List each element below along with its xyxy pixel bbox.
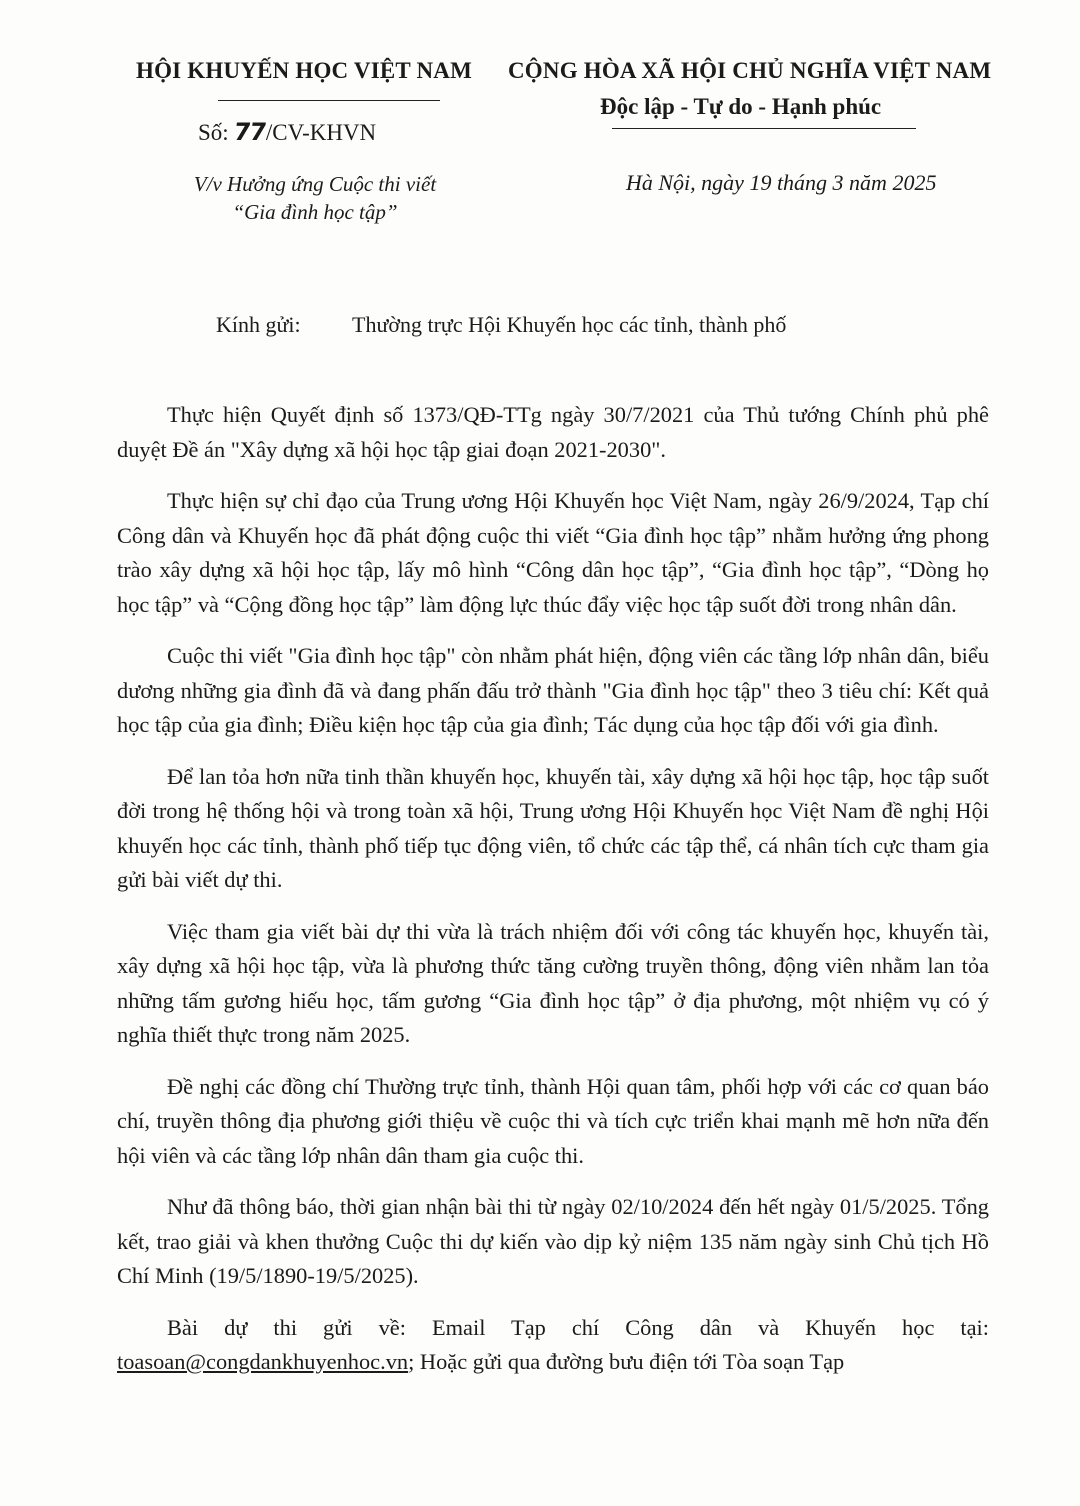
body-paragraph-7: Như đã thông báo, thời gian nhận bài thi từ ngày 02/10/2024 đến hết ngày 01/5/2025. Tổng kết, trao giải và khen thưởng Cuộc thi dự kiến vào dịp kỷ niệm 135 năm ngày sinh Chủ tịch Hồ Chí Minh (19/5/1890-19/5/2025). <box>117 1194 989 1288</box>
recipient-line <box>216 312 786 338</box>
body-paragraph-3: Cuộc thi viết "Gia đình học tập" còn nhằm phát hiện, động viên các tầng lớp nhân dân, biểu dương những gia đình đã và đang phấn đấu trở thành "Gia đình học tập" theo 3 tiêu chí: Kết quả học tập của gia đình; Điều kiện học tập của gia đình; Tác dụng của học tập đối với gia đình. <box>117 643 989 737</box>
subject-line-1: V/v Hưởng ứng Cuộc thi viết <box>193 172 437 196</box>
body-paragraph-1: Thực hiện Quyết định số 1373/QĐ-TTg ngày 30/7/2021 của Thủ tướng Chính phủ phê duyệt Đề án "Xây dựng xã hội học tập giai đoạn 2021-2030". <box>117 402 989 462</box>
subject-block <box>150 170 480 226</box>
republic-title: CỘNG HÒA XÃ HỘI CHỦ NGHĨA VIỆT NAM <box>508 58 992 83</box>
document-number <box>198 118 376 146</box>
document-number-suffix: /CV-KHVN <box>265 120 377 145</box>
submission-text: Bài dự thi gửi về: Email Tạp chí Công dân và Khuyến học tại: <box>167 1314 989 1340</box>
recipient-value: Thường trực Hội Khuyến học các tỉnh, thành phố <box>352 312 787 337</box>
document-number-prefix: Số: <box>198 120 235 145</box>
document-number-handwritten: 77 <box>232 118 268 146</box>
body-paragraph-2: Thực hiện sự chỉ đạo của Trung ương Hội Khuyến học Việt Nam, ngày 26/9/2024, Tạp chí Công dân và Khuyến học đã phát động cuộc thi viết “Gia đình học tập” nhằm hưởng ứng phong trào xây dựng xã hội học tập, lấy mô hình “Công dân học tập”, “Gia đình học tập”, “Dòng họ học tập” và “Cộng đồng học tập” làm động lực thúc đẩy việc học tập suốt đời trong nhân dân. <box>117 488 989 617</box>
organization-underline <box>218 100 440 101</box>
body-paragraph-8 <box>117 1311 989 1380</box>
organization-name: HỘI KHUYẾN HỌC VIỆT NAM <box>136 58 473 83</box>
motto-underline <box>612 128 916 129</box>
national-motto: Độc lập - Tự do - Hạnh phúc <box>600 94 882 119</box>
letter-body <box>117 398 989 1397</box>
recipient-label: Kính gửi: <box>216 312 301 337</box>
email-link[interactable]: toasoan@congdankhuyenhoc.vn <box>117 1349 409 1374</box>
submission-text-continued: ; Hoặc gửi qua đường bưu điện tới Tòa soạn Tạp <box>408 1349 845 1374</box>
body-paragraph-5: Việc tham gia viết bài dự thi vừa là trách nhiệm đối với công tác khuyến học, khuyến tài, xây dựng xã hội học tập, vừa là phương thức tăng cường truyền thông, động viên nhằm lan tỏa những tấm gương hiếu học, tấm gương “Gia đình học tập” ở địa phương, một nhiệm vụ có ý nghĩa thiết thực trong năm 2025. <box>117 918 989 1047</box>
date-line: Hà Nội, ngày 19 tháng 3 năm 2025 <box>626 170 937 195</box>
body-paragraph-6: Đề nghị các đồng chí Thường trực tỉnh, thành Hội quan tâm, phối hợp với các cơ quan báo chí, truyền thông địa phương giới thiệu về cuộc thi và tích cực triển khai mạnh mẽ hơn nữa đến hội viên và các tầng lớp nhân dân tham gia cuộc thi. <box>117 1073 989 1168</box>
body-paragraph-4: Để lan tỏa hơn nữa tinh thần khuyến học, khuyến tài, xây dựng xã hội học tập, học tập suốt đời trong hệ thống hội và trong toàn xã hội, Trung ương Hội Khuyến học Việt Nam đề nghị Hội khuyến học các tỉnh, thành phố tiếp tục động viên, tổ chức các tập thể, cá nhân tích cực tham gia gửi bài viết dự thi. <box>117 763 989 892</box>
subject-line-2: “Gia đình học tập” <box>232 200 398 224</box>
